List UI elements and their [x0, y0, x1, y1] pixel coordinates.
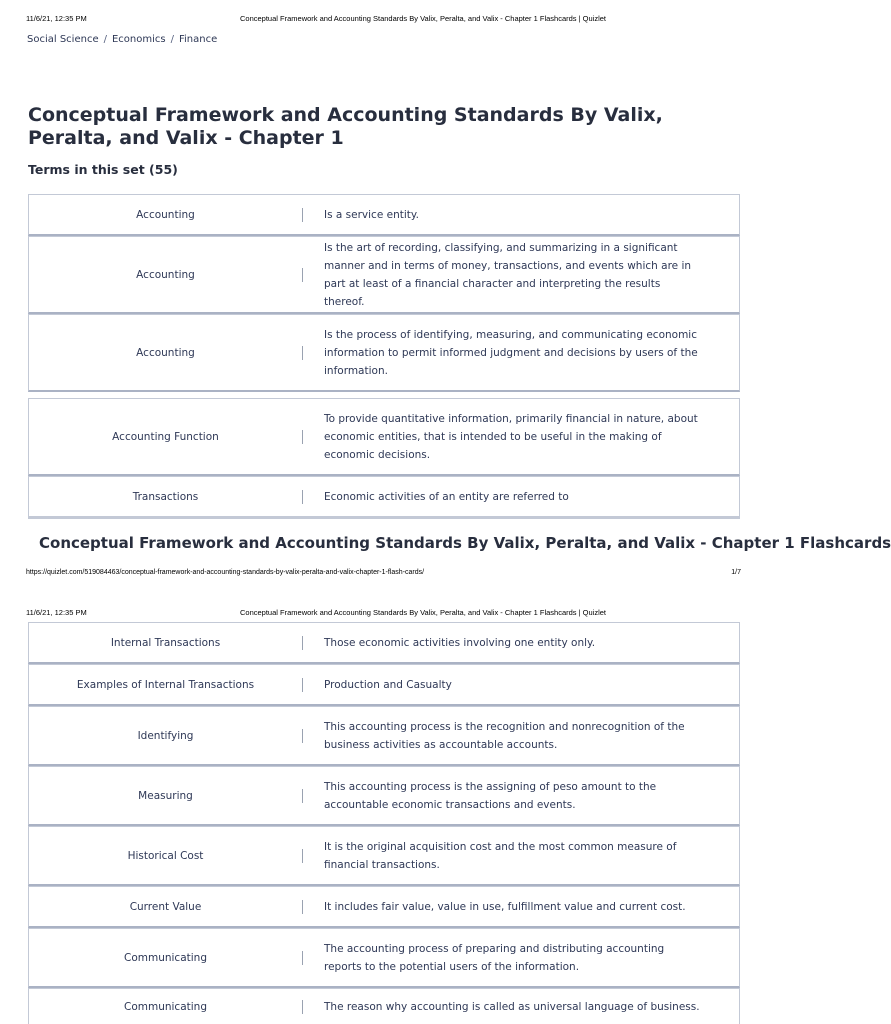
page-title: Conceptual Framework and Accounting Standards By Valix, Peralta, and Valix - Chapter 1 — [28, 104, 663, 149]
card-definition: The reason why accounting is called as universal language of business. — [324, 1000, 700, 1013]
card-term: Historical Cost — [29, 849, 303, 863]
card-definition: This accounting process is the assigning of peso amount to the accountable economic transactions and events. — [324, 780, 657, 811]
card-term: Accounting — [29, 346, 303, 360]
breadcrumb-economics[interactable]: Economics — [111, 34, 166, 45]
footer-title: Conceptual Framework and Accounting Standards By Valix, Peralta, and Valix - Chapter 1 Flashcards — [39, 534, 891, 552]
footer-url: https://quizlet.com/519084463/conceptual-framework-and-accounting-standards-by-valix-peralta-and-valix-chapter-1-flash-cards/ — [26, 569, 425, 576]
card-definition: This accounting process is the recognition and nonrecognition of the business activities as accountable accounts. — [324, 720, 685, 751]
card-term: Internal Transactions — [29, 636, 303, 650]
flashcard-row[interactable] — [28, 236, 740, 314]
print-date: 11/6/21, 12:35 PM — [26, 14, 87, 23]
card-definition: To provide quantitative information, primarily financial in nature, about economic entities, that is intended to be useful in the making of economic decisions. — [324, 412, 698, 461]
flashcard-row[interactable] — [28, 886, 740, 928]
print-header-page-2 — [26, 608, 742, 620]
flashcard-row[interactable] — [28, 314, 740, 392]
card-definition: It includes fair value, value in use, fulfillment value and current cost. — [324, 900, 686, 913]
card-term: Accounting — [29, 268, 303, 282]
flashcard-row[interactable] — [28, 664, 740, 706]
footer-page-number: 1/7 — [731, 569, 741, 576]
card-term: Accounting — [29, 208, 303, 222]
flashcard-row[interactable] — [28, 622, 740, 664]
terms-heading: Terms in this set (55) — [28, 162, 178, 177]
flashcard-row[interactable] — [28, 766, 740, 826]
card-term: Identifying — [29, 729, 303, 743]
card-term: Measuring — [29, 789, 303, 803]
breadcrumb-separator: / — [170, 34, 174, 45]
card-definition: It is the original acquisition cost and the most common measure of financial transactions. — [324, 840, 677, 871]
page-cut-divider — [28, 516, 740, 519]
card-term: Current Value — [29, 900, 303, 914]
flashcard-row[interactable] — [28, 928, 740, 988]
flashcard-row[interactable] — [28, 398, 740, 476]
card-definition: Is the art of recording, classifying, and summarizing in a significant manner and in terms of money, transactions, and events which are in part at least of a financial character and interpreting the results thereof. — [324, 241, 692, 308]
flashcard-row[interactable] — [28, 194, 740, 236]
card-definition: The accounting process of preparing and distributing accounting reports to the potential users of the information. — [324, 942, 665, 973]
flashcard-row[interactable] — [28, 988, 740, 1024]
card-definition: Those economic activities involving one entity only. — [324, 636, 596, 649]
card-term: Communicating — [29, 1000, 303, 1014]
print-doc-title: Conceptual Framework and Accounting Standards By Valix, Peralta, and Valix - Chapter 1 Flashcards | Quizlet — [240, 14, 607, 23]
print-header — [26, 14, 742, 26]
card-term: Communicating — [29, 951, 303, 965]
print-date: 11/6/21, 12:35 PM — [26, 608, 87, 617]
card-definition: Economic activities of an entity are referred to — [324, 490, 569, 503]
breadcrumb — [27, 34, 217, 45]
flashcard-row[interactable] — [28, 706, 740, 766]
card-definition: Production and Casualty — [324, 678, 452, 691]
card-term: Transactions — [29, 490, 303, 504]
card-term: Accounting Function — [29, 430, 303, 444]
flashcard-row[interactable] — [28, 476, 740, 516]
breadcrumb-separator: / — [103, 34, 107, 45]
flashcard-row[interactable] — [28, 826, 740, 886]
card-definition: Is the process of identifying, measuring, and communicating economic information to permit informed judgment and decisions by users of the information. — [324, 328, 698, 377]
breadcrumb-finance[interactable]: Finance — [178, 34, 218, 45]
card-definition: Is a service entity. — [324, 208, 419, 221]
card-term: Examples of Internal Transactions — [29, 678, 303, 692]
breadcrumb-social-science[interactable]: Social Science — [27, 34, 99, 45]
print-doc-title: Conceptual Framework and Accounting Standards By Valix, Peralta, and Valix - Chapter 1 Flashcards | Quizlet — [240, 608, 607, 617]
